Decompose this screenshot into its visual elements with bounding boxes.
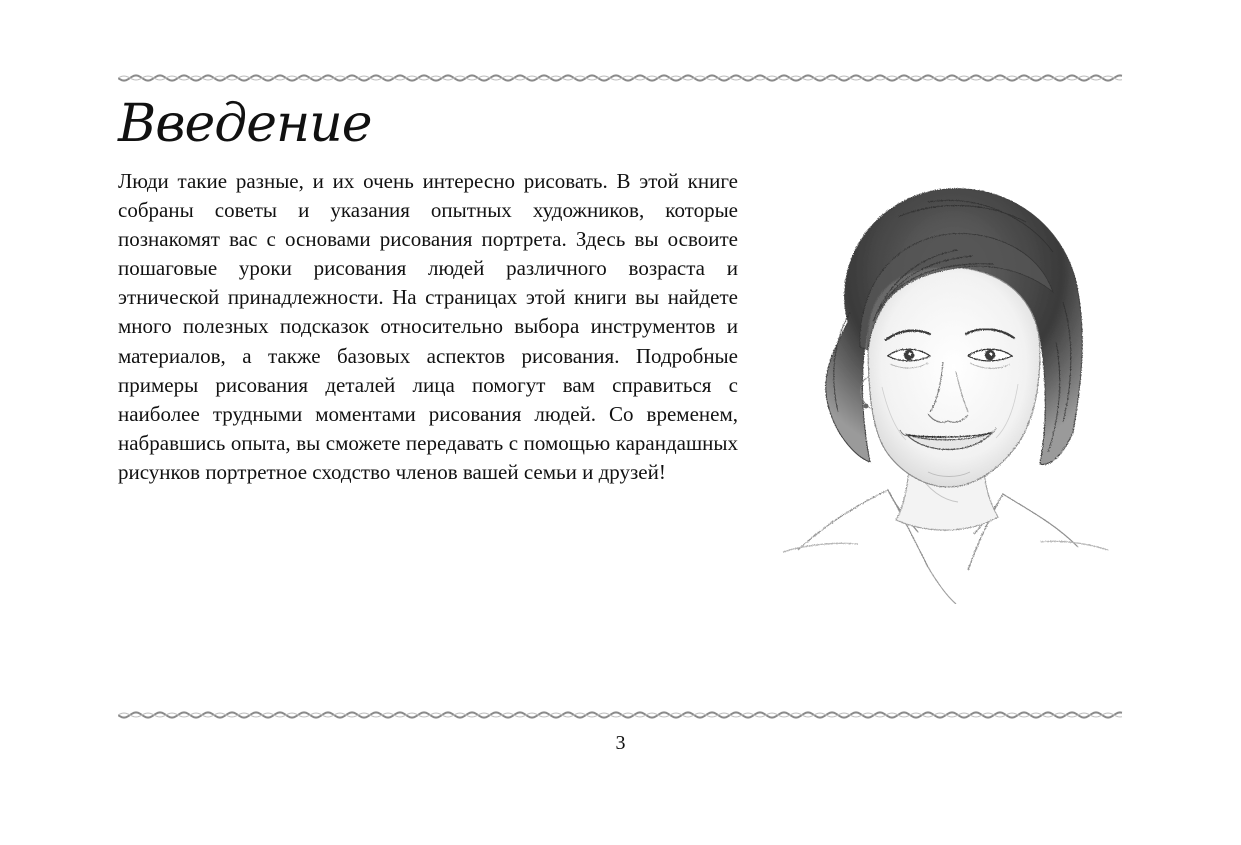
page-number: 3 [615,732,626,754]
portrait-sketch-icon [778,172,1113,604]
top-wavy-rule [118,71,1123,85]
page-title: Введение [118,94,372,154]
bottom-wavy-rule [118,708,1123,722]
intro-paragraph: Люди такие разные, и их очень интересно рисовать. В этой книге собраны советы и указания опытных художников, которые познакомят вас с основами рисования портрета. Здесь вы освоите пошаговые уроки рисования людей различного возраста и этнической принадлежности. На страницах этой книги вы найдете много полезных подсказок относительно выбора инструментов и материалов, а также базовых аспектов рисования. Подробные примеры рисования деталей лица помогут вам справиться с наиболее трудными моментами рисования людей. Со временем, набравшись опыта, вы сможете передавать с помощью карандашных рисунков портретное сходство членов вашей семьи и друзей! [118,169,738,484]
